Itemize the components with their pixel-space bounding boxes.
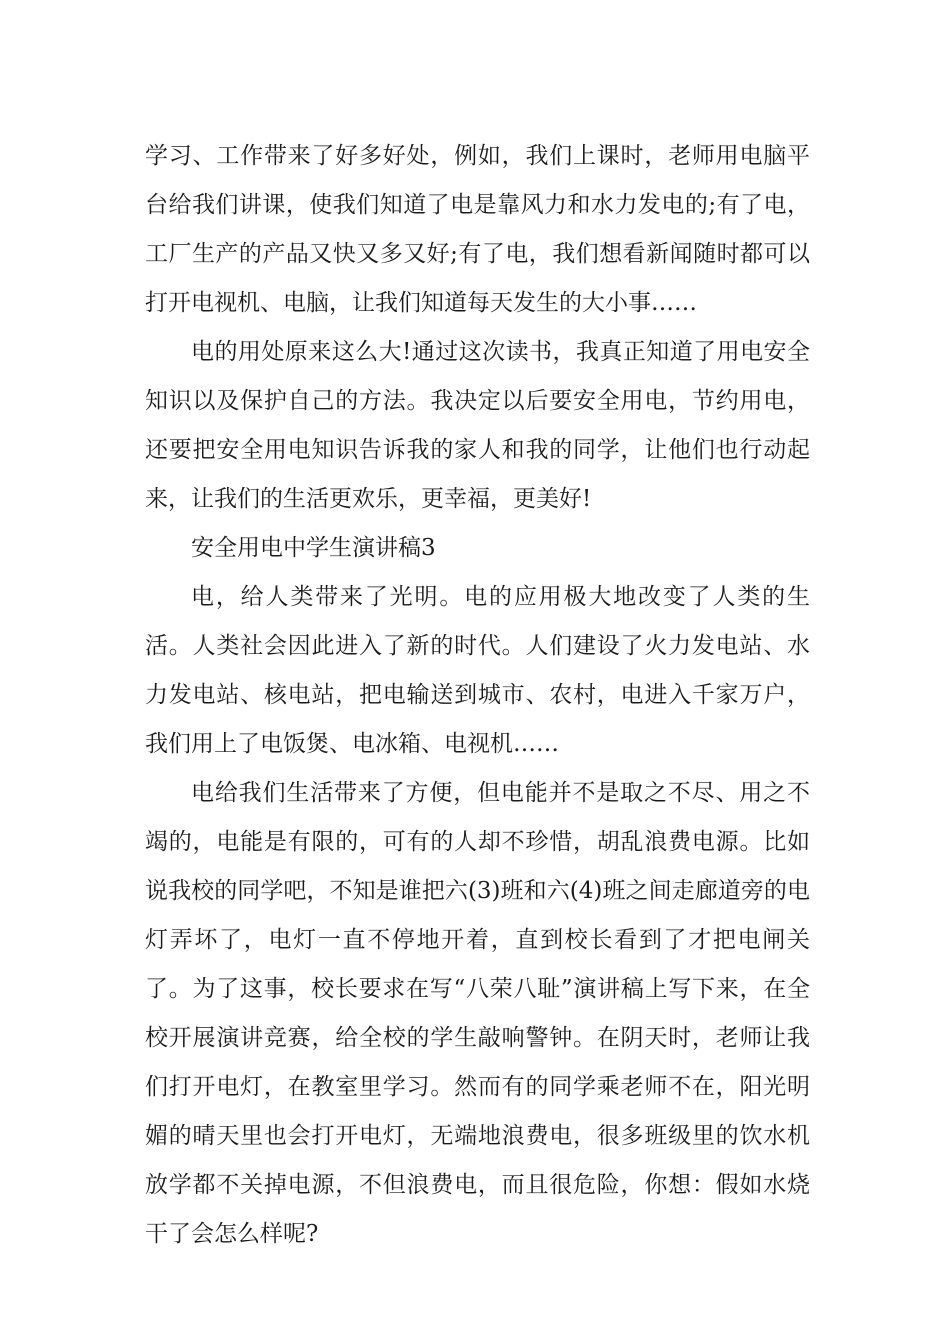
paragraph-3: 电，给人类带来了光明。电的应用极大地改变了人类的生活。人类社会因此进入了新的时代。人们建设了火力发电站、水力发电站、核电站，把电输送到城市、农村，电进入千家万户，我们用上了电饭煲、电冰箱、电视机……: [145, 584, 810, 757]
paragraph-4: 电给我们生活带来了方便，但电能并不是取之不尽、用之不竭的，电能是有限的，可有的人却不珍惜，胡乱浪费电源。比如说我校的同学吧，不知是谁把六(3)班和六(4)班之间走廊道旁的电灯弄坏了，电灯一直不停地开着，直到校长看到了才把电闸关了。为了这事，校长要求在写“八荣八耻”演讲稿上写下来，在全校开展演讲竞赛，给全校的学生敲响警钟。在阴天时，老师让我们打开电灯，在教室里学习。然而有的同学乘老师不在，阳光明媚的晴天里也会打开电灯，无端地浪费电，很多班级里的饮水机放学都不关掉电源，不但浪费电，而且很危险，你想：假如水烧干了会怎么样呢?: [145, 780, 810, 1247]
paragraph-1: 学习、工作带来了好多好处，例如，我们上课时，老师用电脑平台给我们讲课，使我们知道了电是靠风力和水力发电的;有了电，工厂生产的产品又快又多又好;有了电，我们想看新闻随时都可以打开电视机、电脑，让我们知道每天发生的大小事……: [145, 143, 810, 316]
document-body: [145, 132, 810, 1259]
section-heading: 安全用电中学生演讲稿3: [191, 535, 436, 561]
paragraph-2: 电的用处原来这么大!通过这次读书，我真正知道了用电安全知识以及保护自己的方法。我决定以后要安全用电，节约用电，还要把安全用电知识告诉我的家人和我的同学，让他们也行动起来，让我们的生活更欢乐，更幸福，更美好!: [145, 339, 810, 512]
